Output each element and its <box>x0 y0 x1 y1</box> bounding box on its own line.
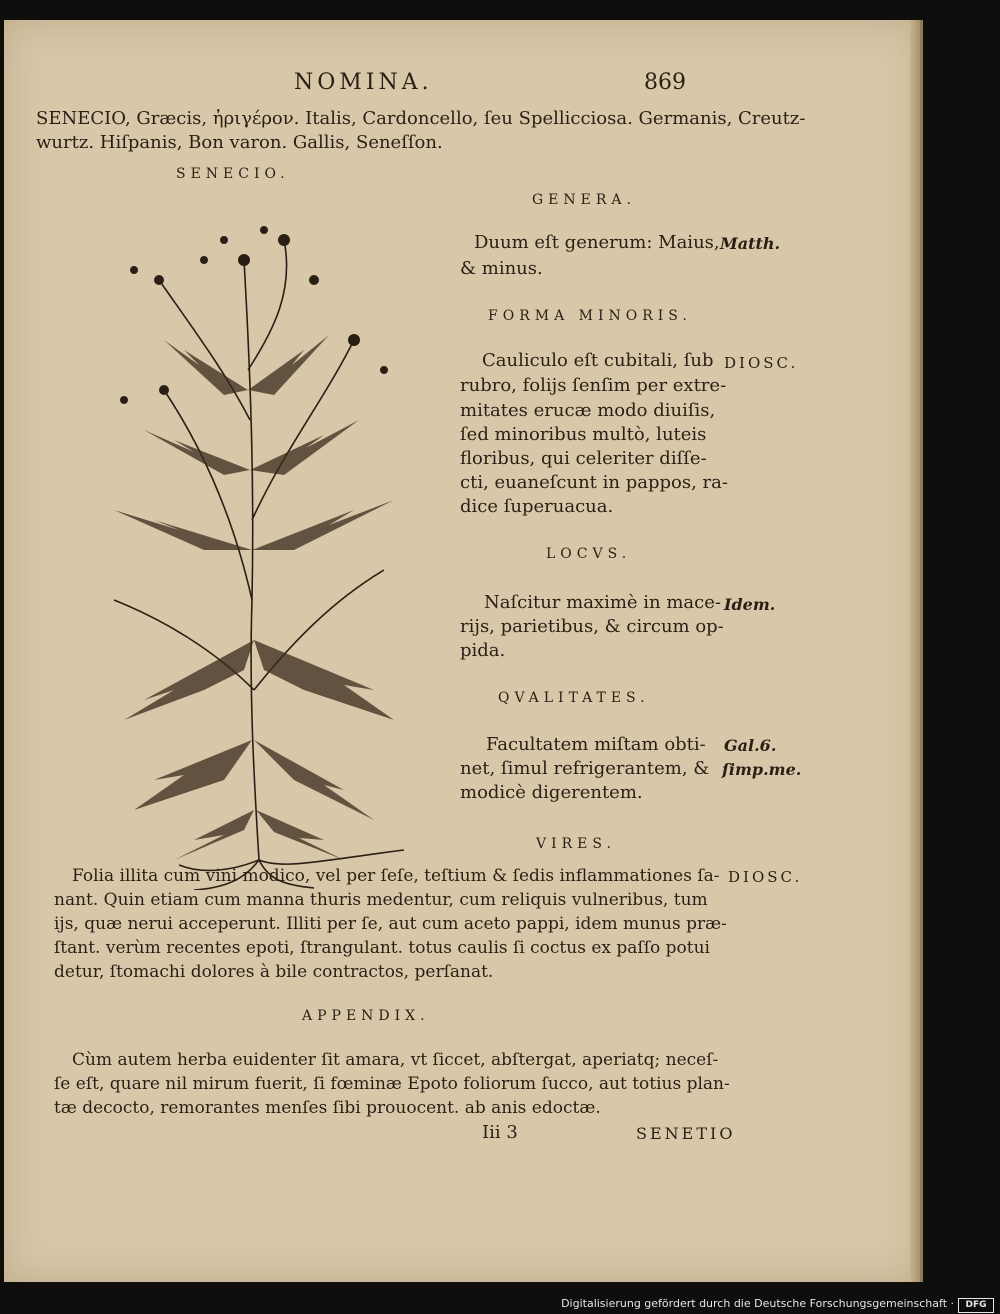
locus-margin-note: Idem. <box>724 595 776 614</box>
forma-line-7: dice ſuperuacua. <box>460 496 614 517</box>
forma-line-3: mitates erucæ modo diuiſis, <box>460 400 716 421</box>
forma-heading: FORMA MINORIS. <box>488 308 692 324</box>
genera-line-2: & minus. <box>460 258 543 279</box>
qualitates-line-2: net, ſimul refrigerantem, & <box>460 758 710 779</box>
forma-line-1: Cauliculo eſt cubitali, ſub <box>482 350 714 371</box>
vires-line-2: nant. Quin etiam cum manna thuris medentur, cum reliquis vulneribus, tum <box>54 890 708 910</box>
appendix-heading: APPENDIX. <box>302 1008 430 1024</box>
appendix-line-2: ſe eſt, quare nil mirum fuerit, ſi fœminæ Epoto foliorum ſucco, aut totius plan- <box>54 1074 730 1094</box>
qualitates-line-1: Facultatem miſtam obti- <box>486 734 706 755</box>
qualitates-line-3: modicè digerentem. <box>460 782 643 803</box>
genera-heading: GENERA. <box>532 192 636 208</box>
running-title: NOMINA. <box>294 70 433 95</box>
qualitates-heading: QVALITATES. <box>498 690 650 706</box>
nomina-line-1: SENECIO, Græcis, ἠριγέρον. Italis, Cardoncello, ſeu Spellicciosa. Germanis, Creutz- <box>36 108 806 129</box>
vires-line-4: ſtant. verùm recentes epoti, ſtrangulant. totus caulis ſi coctus ex paſſo potui <box>54 938 710 958</box>
vires-line-3: ijs, quæ nerui acceperunt. Illiti per ſe, aut cum aceto pappi, idem munus præ- <box>54 914 727 934</box>
vires-margin-note: DIOSC. <box>728 868 803 886</box>
dfg-logo-badge: DFG <box>958 1298 994 1313</box>
vires-heading: VIRES. <box>536 836 616 852</box>
forma-line-4: ſed minoribus multò, luteis <box>460 424 707 445</box>
book-page <box>4 20 923 1282</box>
forma-margin-note: DIOSC. <box>724 354 799 372</box>
genera-margin-note: Matth. <box>720 234 781 253</box>
senecio-woodcut-illustration <box>84 220 424 890</box>
signature-mark: Iii 3 <box>482 1122 518 1143</box>
page-edge <box>910 20 920 1282</box>
locus-line-1: Naſcitur maximè in mace- <box>484 592 721 613</box>
genera-line-1: Duum eſt generum: Maius, <box>474 232 720 253</box>
appendix-line-3: tæ decocto, remorantes menſes ſibi prouocent. ab anis edoctæ. <box>54 1098 601 1118</box>
vires-line-1: Folia illita cum vini modico, vel per ſeſe, teſtium & ſedis inflammationes ſa- <box>72 866 720 886</box>
forma-line-5: floribus, qui celeriter diſſe- <box>460 448 707 469</box>
digitization-notice: Digitalisierung gefördert durch die Deutsche Forschungsgemeinschaft · <box>561 1297 954 1310</box>
locus-heading: LOCVS. <box>546 546 632 562</box>
qualitates-margin-note-1: Gal.6. <box>724 736 777 755</box>
nomina-line-2: wurtz. Hiſpanis, Bon varon. Gallis, Seneſſon. <box>36 132 443 153</box>
locus-line-3: pida. <box>460 640 506 661</box>
page-number: 869 <box>644 70 686 95</box>
figure-caption: SENECIO. <box>176 166 290 182</box>
vires-line-5: detur, ſtomachi dolores à bile contractos, perſanat. <box>54 962 494 982</box>
forma-line-6: cti, euaneſcunt in pappos, ra- <box>460 472 728 493</box>
locus-line-2: rijs, parietibus, & circum op- <box>460 616 724 637</box>
forma-line-2: rubro, folijs ſenſim per extre- <box>460 375 727 396</box>
catchword: SENETIO <box>636 1124 736 1143</box>
qualitates-margin-note-2: ſimp.me. <box>722 760 802 779</box>
appendix-line-1: Cùm autem herba euidenter ſit amara, vt ſiccet, abſtergat, aperiatq; neceſ- <box>72 1050 719 1070</box>
